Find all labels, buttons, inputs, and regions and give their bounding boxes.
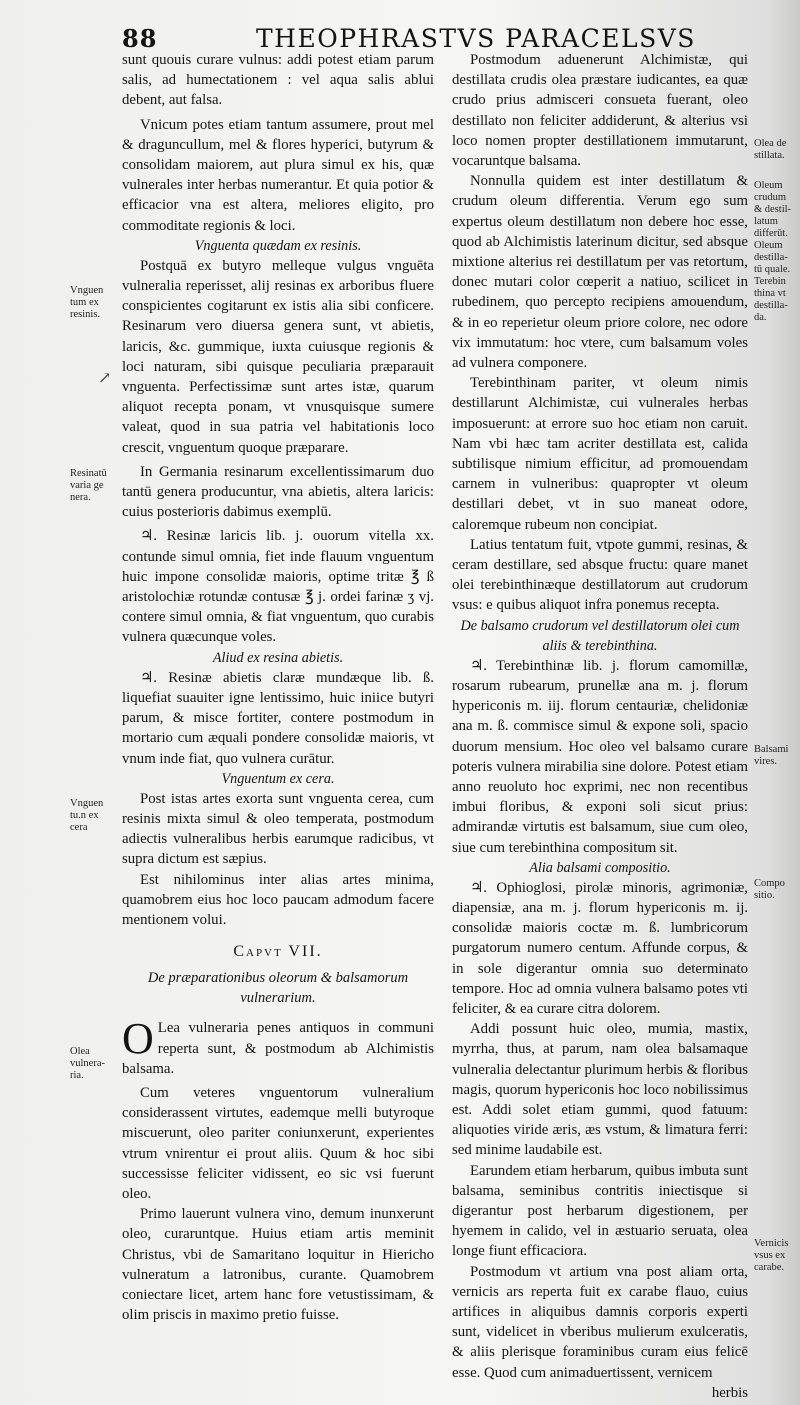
catchword: herbis: [711, 1384, 748, 1401]
margin-note-line: tū quale.: [754, 264, 791, 275]
paragraph: In Germania resinarum excellentissimarum duo tantū genera producuntur, vna abietis, altera laricis: cuius posterioris dabimus exemplū.: [122, 463, 434, 521]
margin-note-line: sitio.: [754, 890, 775, 901]
margin-note-line: Vnguen: [70, 798, 104, 809]
margin-note-line: da.: [754, 312, 767, 323]
margin-note-line: tum ex: [70, 297, 99, 308]
section-heading: Alia balsami compositio.: [529, 859, 671, 876]
margin-note: [754, 180, 798, 240]
margin-note: [70, 1046, 120, 1082]
paragraph: Earundem etiam herbarum, quibus imbuta sunt balsama, seminibus contritis iniectisque si digerantur post herbarum digestionem, per hyemem in calido, vel in æstuario seruata, olea longe fiunt efficaciora.: [452, 1162, 748, 1260]
margin-note-line: Compo: [754, 878, 785, 889]
margin-note-line: Olea: [70, 1046, 90, 1057]
pointing-mark-icon: ↗: [98, 368, 112, 387]
paragraph: Post istas artes exorta sunt vnguenta cerea, cum resinis mixta simul & oleo temperata, postmodum adiectis vulneralibus herbis earumque radicibus, vt supra dictum est sæpius.: [122, 790, 434, 868]
paragraph: Primo lauerunt vulnera vino, demum inunxerunt oleo, curaruntque. Huius etiam artis meminit Christus, vbi de Samaritano loquitur in Hiericho vulneratum a latronibus, curante. Quamobrem coniectare licet, artem hanc fore vetustissimam, & olim priscis in maximo pretio fuisse.: [122, 1206, 434, 1324]
paragraph: sunt quouis curare vulnus: addi potest etiam parum salis, ad humectationem : vel aqua salis ablui debent, aut falsa.: [122, 52, 434, 109]
margin-note-line: varia ge: [70, 480, 104, 491]
page-header: [118, 18, 758, 54]
section-heading: De balsamo crudorum vel destillatorum olei cum aliis & terebinthina.: [460, 617, 740, 654]
margin-note-line: latum: [754, 216, 778, 227]
margin-note-line: Vernicis: [754, 1238, 789, 1249]
paragraph: Nonnulla quidem est inter destillatum & crudum oleum differentia. Verum ego sum expertus oleum destillatum non debere hoc esse, quod ab Alchimistis laterinum dicitur, sed absque mixtione alterius rei destillatum per vas retortum, donec mutari color cœperit a natiuo, scilicet in rubedinem, quo percepto recipiens amouendum, & in eo reperietur oleum priore colore, nec odore vix immutatum: hoc vtere, cum balsamum voles ad vulnera componere.: [452, 173, 748, 372]
paragraph: Vnicum potes etiam tantum assumere, prout mel & draguncullum, mel & flores hyperici, butyrum & consolidam maiorem, aut plura simul ex his, quæ vulnerales inter herbas numerantur. Et quia potior & efficacior vna est altera, meliores eligito, pro commoditate regionis & loci.: [122, 116, 434, 234]
margin-note-line: Balsami: [754, 744, 789, 755]
margin-note: [754, 138, 798, 162]
margin-note-line: differūt.: [754, 228, 788, 239]
margin-note-line: Oleum: [754, 240, 783, 251]
margin-note-line: vulnera-: [70, 1058, 105, 1069]
margin-note-line: vsus ex: [754, 1250, 786, 1261]
left-column: [122, 50, 434, 1325]
margin-note-line: Vnguen: [70, 285, 104, 296]
margin-note-line: Oleum: [754, 180, 783, 191]
drop-cap: O: [122, 1014, 154, 1064]
margin-note-line: destilla-: [754, 300, 788, 311]
margin-note: [754, 878, 798, 902]
recipe-paragraph: ♃. Ophioglosi, pirolæ minoris, agrimoniæ, diapensiæ, ana m. j. florum hypericonis m. ij. consolidæ maioris coctæ m. ß. lumbricorum purgatorum numero centum. Affunde corpus, & in sole digerantur omnia suo determinato tempore. Hoc ad omnia vulnera balsamo potes vti feliciter, & ea curare citra dolorem.: [452, 879, 748, 1017]
section-heading: Vnguentum ex cera.: [221, 770, 335, 787]
margin-note: [754, 744, 798, 768]
margin-note-line: tu.n ex: [70, 810, 99, 821]
margin-note-line: stillata.: [754, 150, 785, 161]
margin-note-line: resinis.: [70, 309, 101, 320]
page-number: 88: [122, 24, 158, 53]
paragraph: Postmodum vt artium vna post aliam orta, vernicis ars reperta fuit ex carabe flauo, cuius artifices in aliquibus damnis corporis experti sunt, videlicet in vberibus mulierum exulceratis, & aliis plerisque foraminibus curam eius felicē esse. Quod cum animaduertissent, vernicem: [452, 1263, 748, 1381]
margin-note-line: destilla-: [754, 252, 788, 263]
margin-note-line: & destil-: [754, 204, 792, 215]
chapter-heading: Capvt VII.: [233, 943, 323, 961]
chapter-opening-paragraph: [122, 1014, 434, 1079]
chapter-subtitle: De præparationibus oleorum & balsamorum vulnerarium.: [147, 970, 409, 1007]
margin-note-line: nera.: [70, 492, 91, 503]
margin-note-line: cera: [70, 822, 88, 833]
margin-note-line: thina vt: [754, 288, 786, 299]
paragraph: Latius tentatum fuit, vtpote gummi, resinas, & ceram destillare, sed absque fructu: quare manet olei terebinthinæque destillatorum aut crudorum vsus: e quibus aliquot infra ponemus recepta.: [452, 536, 748, 614]
margin-note: [754, 276, 798, 324]
paragraph: Postmodum aduenerunt Alchimistæ, qui destillata crudis olea præstare iudicantes, ea quæ crudo prius admisceri consueta fuerant, oleo destillato non feliciter addiderunt, & alterius vsi loco nomen propter destillationem immutarunt, vocaruntque balsama.: [452, 52, 748, 170]
running-title: THEOPHRASTVS PARACELSVS: [256, 24, 696, 53]
paragraph-text: Lea vulneraria penes antiquos in communi reperta sunt, & postmodum ab Alchimistis balsama.: [122, 1020, 434, 1077]
paragraph: Addi possunt huic oleo, mumia, mastix, myrrha, thus, at parum, nam olea balsamaque vulneralia delectantur plurimum herbis & floribus magis, quorum hypericonis hoc loco nobilissimus est. Addi solet etiam gummi, quod fatuum: aliquoties viride æris, æs vstum, & limatura ferri: sed minime laudabile est.: [452, 1021, 748, 1159]
section-heading: Aliud ex resina abietis.: [212, 649, 344, 666]
margin-note-line: Terebin: [754, 276, 786, 287]
margin-note-line: Olea de: [754, 138, 787, 149]
margin-note-line: carabe.: [754, 1262, 785, 1273]
recipe-paragraph: ♃. Terebinthinæ lib. j. florum camomillæ, rosarum rubearum, prunellæ ana m. j. florum hypericonis m. iij. florum centauriæ, chelidoniæ ana m. ß. commisce simul & expone soli, spacio duorum mensium. Hoc oleo vel balsamo curare poteris vulnera mirabilia sine dolore. Potest etiam anno reuoluto hoc exprimi, nec non recentibus imbui floribus, & exponi soli sicut prius: admirandæ virtutis est balsamum, siue cum oleo, siue cum terebinthina compositum sit.: [452, 657, 748, 856]
margin-note: [70, 798, 120, 834]
paragraph: Terebinthinam pariter, vt oleum nimis destillarunt Alchimistæ, cui vulnerales herbas imposuerunt: at errore suo hoc etiam non caruit. Nam vbi hæc tam acriter destillata est, calida subtilisque nimium efficitur, ad promouendam carnem in vulneribus: quapropter vt oleum destillari debet, vt in suo maneat odore, caloremque rubeum non concipiat.: [452, 375, 748, 533]
paragraph: Postquā ex butyro melleque vulgus vnguēta vulneralia reperisset, alij resinas ex arboribus fluere conspicientes cogitarunt ex istis alia sibi conficere. Resinarum vero diuersa genera sunt, vt abietis, laricis, &c. gummique, iuxta cuiusque regionis & loci naturam, sibi quisque peculiaria præparauit vnguenta. Perfectissimæ sunt artes istæ, quarum aliquot recepta ponam, vt vnusquisque sumere valeat, quod in sua patria vel habitationis loco crescit, vnguentum quoque præparare.: [122, 257, 434, 456]
right-column: [452, 50, 748, 1403]
margin-note: [70, 468, 120, 504]
paragraph: Cum veteres vnguentorum vulneralium considerassent virtutes, eademque melli butyroque miscuerunt, oleo pariter coniunxerunt, experientes vtrum vnirentur ei prout aliis. Quum & hoc sibi successisse feliciter vidissent, eo sic vsi fuerunt oleo.: [122, 1084, 434, 1202]
section-heading: Vnguenta quædam ex resinis.: [194, 237, 362, 254]
margin-note: [754, 240, 798, 276]
margin-note: [754, 1238, 798, 1274]
paragraph: Est nihilominus inter alias artes minima, quamobrem eius hoc loco paucam admodum facere mentionem volui.: [122, 871, 434, 928]
recipe-paragraph: ♃. Resinæ laricis lib. j. ouorum vitella xx. contunde simul omnia, fiet inde flauum vnguentum huic impone consolidæ maioris, optime tritæ ℥ ß aristolochiæ rotundæ contusæ ℥ j. ordei farinæ ʒ vj. contere simul omnia, & fiat vnguentum, quo curabis vulnera quæcunque voles.: [122, 528, 434, 646]
recipe-paragraph: ♃. Resinæ abietis claræ mundæque lib. ß. liquefiat suauiter igne lentissimo, huic iniice butyri parum, & misce fortiter, contere postmodum in mortario cum æquali pondere consolidæ maioris, vt vnum inde fiat, quo vulnera curātur.: [122, 669, 434, 767]
margin-note: [70, 285, 120, 321]
margin-note-line: Resinatū: [70, 468, 107, 479]
margin-note-line: vires.: [754, 756, 778, 767]
margin-note-line: ria.: [70, 1070, 84, 1081]
margin-note-line: crudum: [754, 192, 787, 203]
